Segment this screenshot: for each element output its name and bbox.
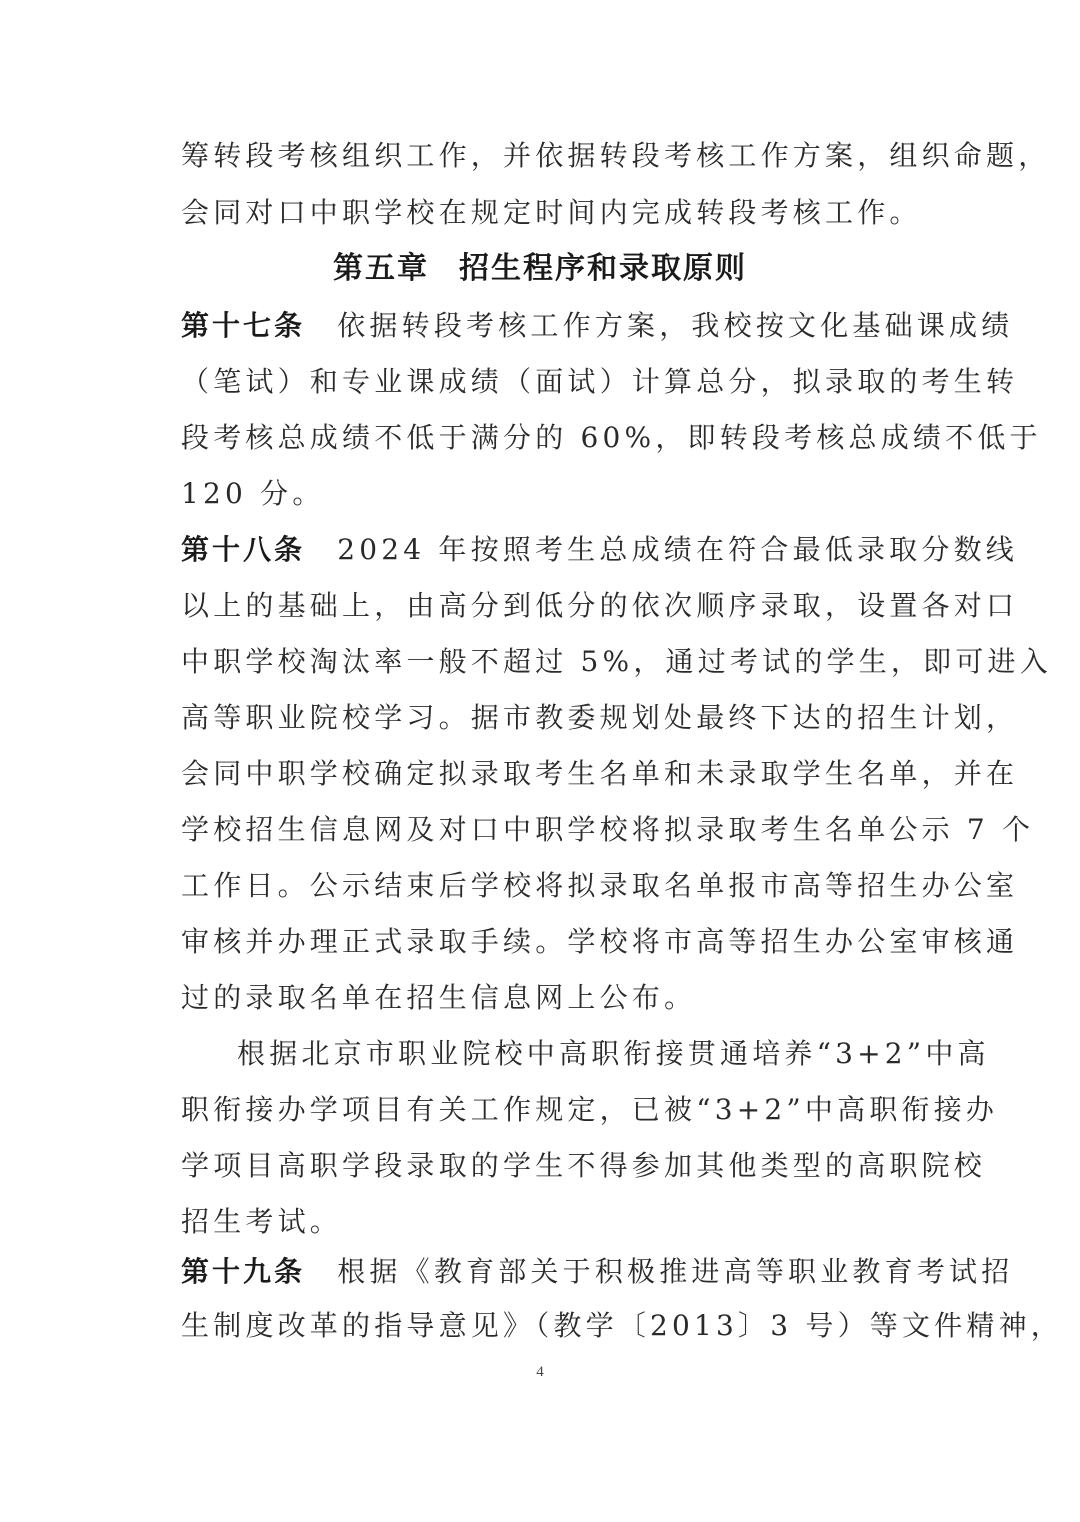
article-label: 第十八条 [181,533,306,566]
chapter-number: 第五章 [333,251,429,286]
article-19-first-line [181,1252,1014,1292]
body-text-line: 筹转段考核组织工作，并依据转段考核工作方案，组织命题， [181,139,1051,172]
body-text-line: 段考核总成绩不低于满分的 60%，即转段考核总成绩不低于 [181,421,1042,454]
body-text-line: 生制度改革的指导意见》（教学〔2013〕3 号）等文件精神， [181,1309,1063,1342]
article-18-first-line [181,530,1018,570]
body-text-line: （笔试）和专业课成绩（面试）计算总分，拟录取的考生转 [181,365,1019,398]
article-17-first-line [181,306,1014,346]
article-text: 根据《教育部关于积极推进高等职业教育考试招 [337,1255,1014,1288]
body-text-line: 会同对口中职学校在规定时间内完成转段考核工作。 [181,196,922,229]
page-number: 4 [536,1364,544,1380]
article-text: 依据转段考核工作方案，我校按文化基础课成绩 [337,309,1014,342]
body-text-line: 招生考试。 [181,1205,343,1238]
body-text-line: 高等职业院校学习。据市教委规划处最终下达的招生计划， [181,701,1019,734]
chapter-heading [0,249,1080,289]
body-text-line: 过的录取名单在招生信息网上公布。 [181,981,697,1014]
chapter-title: 招生程序和录取原则 [459,251,747,286]
body-text-line: 根据北京市职业院校中高职衔接贯通培养“3+2”中高 [237,1037,990,1070]
body-text-line: 120 分。 [181,477,325,510]
body-text-line: 以上的基础上，由高分到低分的依次顺序录取，设置各对口 [181,589,1019,622]
body-text-line: 学项目高职学段录取的学生不得参加其他类型的高职院校 [181,1149,987,1182]
article-text: 2024 年按照考生总成绩在符合最低录取分数线 [337,533,1018,566]
body-text-line: 审核并办理正式录取手续。学校将市高等招生办公室审核通 [181,925,1019,958]
article-label: 第十九条 [181,1255,306,1288]
article-label: 第十七条 [181,309,306,342]
body-text-line: 中职学校淘汰率一般不超过 5%，通过考试的学生，即可进入 [181,645,1052,678]
body-text-line: 会同中职学校确定拟录取考生名单和未录取学生名单，并在 [181,757,1019,790]
body-text-line: 工作日。公示结束后学校将拟录取名单报市高等招生办公室 [181,869,1019,902]
body-text-line: 学校招生信息网及对口中职学校将拟录取考生名单公示 7 个 [181,813,1035,846]
body-text-line: 职衔接办学项目有关工作规定，已被“3+2”中高职衔接办 [181,1093,999,1126]
